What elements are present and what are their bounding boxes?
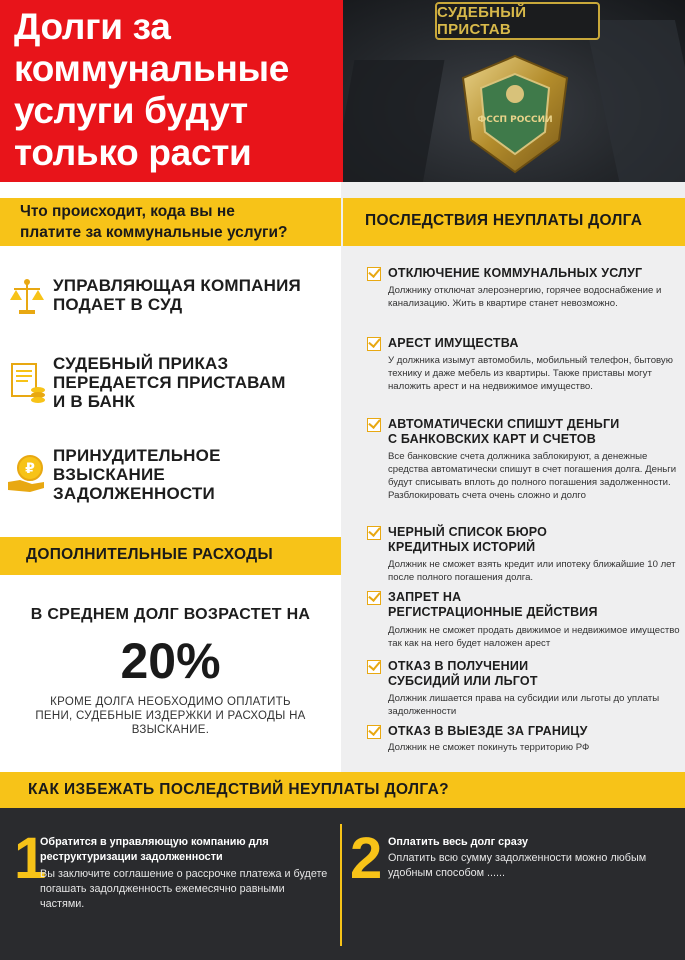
consequence-title: АВТОМАТИЧЕСКИ СПИШУТ ДЕНЬГИ С БАНКОВСКИХ КАРТ И СЧЕТОВ <box>388 417 620 446</box>
consequence-title: ЗАПРЕТ НА РЕГИСТРАЦИОННЫЕ ДЕЙСТВИЯ <box>388 590 598 619</box>
checkbox-icon <box>367 660 381 674</box>
hero-title-line: коммунальные <box>14 48 290 89</box>
fssp-badge-icon <box>455 52 575 177</box>
uniform-fold <box>343 60 444 182</box>
option-title: Обратится в управляющую компанию для реструктуризации задолженности <box>40 836 269 863</box>
question-banner <box>0 198 341 246</box>
consequence-desc: Должнику отключат элероэнергию, горячее водоснабжение и канализацию. Жить в квартире станет невозможно. <box>388 285 662 309</box>
extra-costs-note: КРОМЕ ДОЛГА НЕОБХОДИМО ОПЛАТИТЬ ПЕНИ, СУДЕБНЫЕ ИЗДЕРЖКИ И РАСХОДЫ НА ВЗЫСКАНИЕ. <box>35 696 306 736</box>
consequence-desc: Должник лишается права на субсидии или льготы до уплаты задолженности <box>388 693 660 717</box>
step-text <box>53 446 221 503</box>
consequences-banner: ПОСЛЕДСТВИЯ НЕУПЛАТЫ ДОЛГА <box>343 198 685 246</box>
step-line: ПРИНУДИТЕЛЬНОЕ <box>53 446 221 465</box>
bailiff-patch: СУДЕБНЫЙ ПРИСТАВ <box>435 2 600 40</box>
consequence-desc: Должник не сможет покинуть территорию РФ <box>388 742 590 753</box>
left-column <box>0 182 341 772</box>
consequence-title: ОТКАЗ В ВЫЕЗДЕ ЗА ГРАНИЦУ <box>388 724 588 738</box>
option-desc: Вы заключите соглашение о рассрочке платежа и будете погашать задолдженность ежемесячно равными частями. <box>40 868 328 910</box>
consequence-desc: Должник не сможет взять кредит или ипотеку ближайшие 10 лет после полного погашения долга. <box>388 559 676 583</box>
consequence-desc: Все банковские счета должника заблокируют, а денежные средства автоматически спишут в счет погашения долга. Деньги будут списывать вплоть до полного погашения задолженности. Разблокировать счета очень сложно и долго <box>388 451 677 501</box>
fssp-badge-label: ФССП РОССИИ <box>477 115 553 125</box>
step-line: СУДЕБНЫЙ ПРИКАЗ <box>53 354 229 373</box>
consequence-title: ОТКАЗ В ПОЛУЧЕНИИ СУБСИДИЙ ИЛИ ЛЬГОТ <box>388 659 538 688</box>
growth-percent: 20% <box>120 633 221 689</box>
svg-text:₽: ₽ <box>25 461 35 477</box>
document-coins-icon <box>6 362 48 404</box>
hero-title-line: услуги будут <box>14 90 248 131</box>
options-divider <box>340 824 342 946</box>
hero-title-line: Долги за <box>14 6 171 47</box>
hero-title-line: только расти <box>14 132 252 173</box>
checkbox-icon <box>367 337 381 351</box>
checkbox-icon <box>367 725 381 739</box>
option-title: Оплатить весь долг сразу <box>388 836 529 848</box>
step-line: УПРАВЛЯЮЩАЯ КОМПАНИЯ <box>53 276 301 295</box>
step-line: ВЗЫСКАНИЕ <box>53 465 165 484</box>
avoid-options <box>0 808 685 960</box>
checkbox-icon <box>367 267 381 281</box>
step-line: ПОДАЕТ В СУД <box>53 295 183 314</box>
checkbox-icon <box>367 526 381 540</box>
step-line: И В БАНК <box>53 392 136 411</box>
step-text <box>53 354 286 411</box>
option-desc: Оплатить всю сумму задолженности можно любым удобным способом ...... <box>388 852 647 879</box>
consequence-title: ЧЕРНЫЙ СПИСОК БЮРО КРЕДИТНЫХ ИСТОРИЙ <box>388 525 548 554</box>
hero-title-panel <box>0 0 343 182</box>
step-text <box>53 276 301 314</box>
avoid-banner: КАК ИЗБЕЖАТЬ ПОСЛЕДСТВИЙ НЕУПЛАТЫ ДОЛГА? <box>0 772 685 808</box>
option-number: 1 <box>14 826 47 891</box>
hero-header <box>0 0 685 182</box>
consequence-desc: Должник не сможет продать движимое и недвижимое имущество так как на него будет наложен арест <box>388 625 680 649</box>
option-number: 2 <box>350 826 383 891</box>
uniform-fold <box>585 20 685 182</box>
consequence-desc: У должника изымут автомобиль, мобильный телефон, бытовую технику и даже мебель из квартиры. Также приставы могут наложить арест и на недвижимое имущество. <box>388 355 673 392</box>
question-line: платите за коммунальные услуги? <box>20 224 288 241</box>
bailiff-photo <box>343 0 685 182</box>
scales-icon <box>6 276 48 318</box>
checkbox-icon <box>367 418 381 432</box>
step-line: ПЕРЕДАЕТСЯ ПРИСТАВАМ <box>53 373 286 392</box>
hero-title <box>14 6 344 174</box>
step-line: ЗАДОЛЖЕННОСТИ <box>53 484 215 503</box>
consequence-title: ОТКЛЮЧЕНИЕ КОММУНАЛЬНЫХ УСЛУГ <box>388 266 643 280</box>
ruble-hand-icon <box>6 452 48 494</box>
right-column <box>341 182 685 772</box>
checkbox-icon <box>367 591 381 605</box>
average-growth-text: В СРЕДНЕМ ДОЛГ ВОЗРАСТЕТ НА <box>30 606 311 623</box>
consequence-title: АРЕСТ ИМУЩЕСТВА <box>388 336 519 350</box>
question-line: Что происходит, кода вы не <box>20 203 235 220</box>
extra-costs-banner: ДОПОЛНИТЕЛЬНЫЕ РАСХОДЫ <box>0 537 341 575</box>
